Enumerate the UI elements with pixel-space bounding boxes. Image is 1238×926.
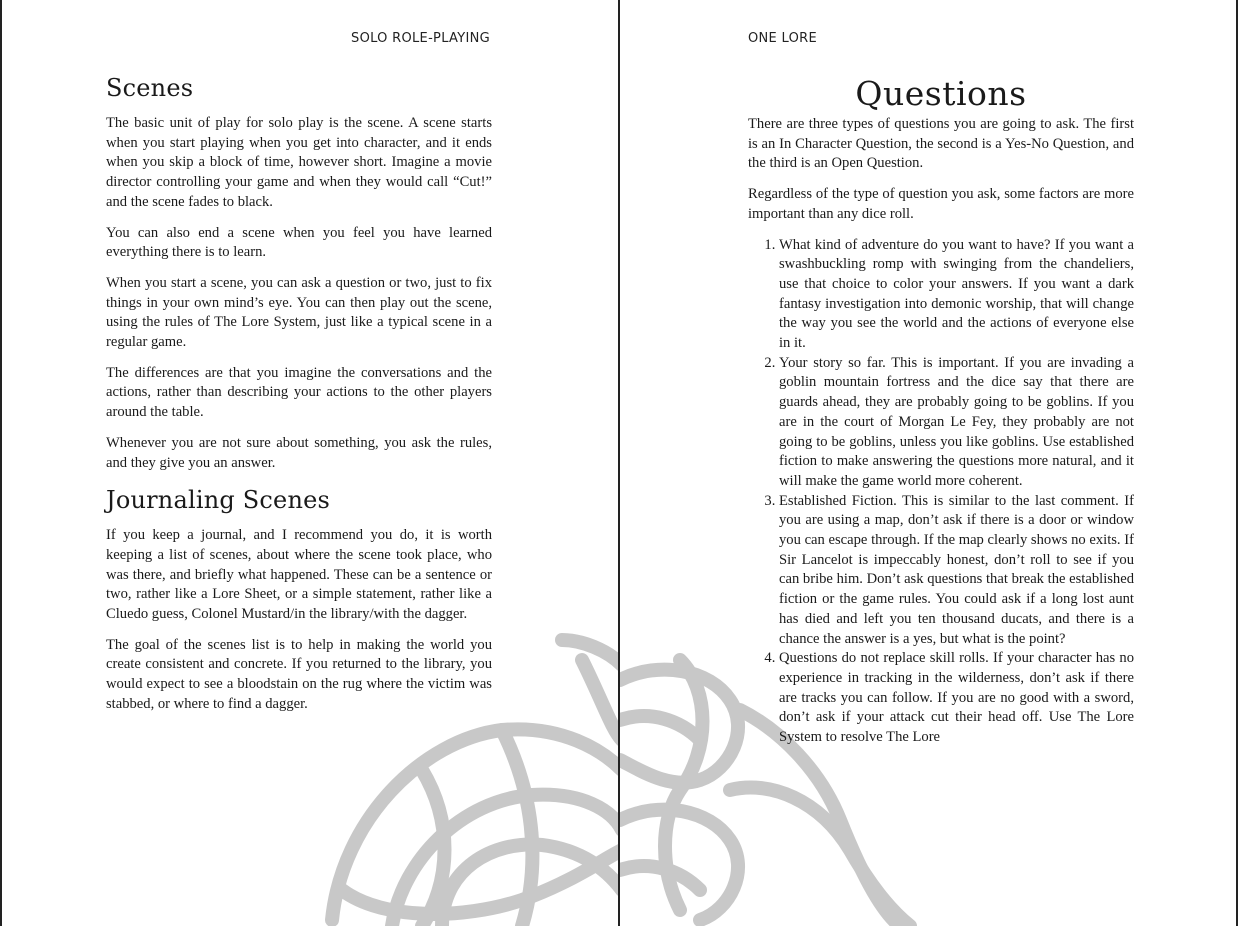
- paragraph: The differences are that you imagine the conversations and the actions, rather than describing your actions to the other players around the table.: [106, 364, 492, 421]
- left-page-content: [106, 74, 492, 726]
- paragraph: You can also end a scene when you feel you have learned everything there is to learn.: [106, 224, 492, 261]
- factors-list: [748, 236, 1134, 748]
- right-page-content: [748, 74, 1134, 748]
- paragraph: The goal of the scenes list is to help in making the world you create consistent and concrete. If you returned to the library, you would expect to see a bloodstain on the rug where the victim was stabbed, or where to find a dagger.: [106, 636, 492, 712]
- section-heading-scenes: Scenes: [106, 74, 194, 102]
- list-item: 4. Questions do not replace skill rolls. If your character has no experience in tracking in the wilderness, don’t ask if there are tracks you can follow. If you are no good with a sword, don’t ask if your attack cut their head off. Use The Lore System to resolve The Lore: [779, 649, 1134, 748]
- paragraph: When you start a scene, you can ask a question or two, just to fix things in your own mind’s eye. You can then play out the scene, using the rules of The Lore System, just like a typical scene in a regular game.: [106, 274, 492, 351]
- list-item: 1. What kind of adventure do you want to have? If you want a swashbuckling romp with swinging from the chandeliers, use that choice to color your answers. If you want a dark fantasy investigation into demonic worship, that will change the way you see the world and the actions of everyone else in it.: [779, 236, 1134, 354]
- paragraph: There are three types of questions you are going to ask. The first is an In Character Question, the second is a Yes-No Question, and the third is an Open Question.: [748, 116, 1134, 172]
- paragraph: If you keep a journal, and I recommend you do, it is worth keeping a list of scenes, about where the scene took place, who was there, and briefly what happened. These can be a sentence or two, rather like a Lore Sheet, or a simple statement, rather like a Cluedo guess, Colonel Mustard/in the library/with the dagger.: [106, 527, 492, 623]
- right-page: [618, 0, 1238, 926]
- paragraph: Whenever you are not sure about something, you ask the rules, and they give you an answer.: [106, 434, 492, 471]
- paragraph: The basic unit of play for solo play is the scene. A scene starts when you start playing when you get into character, and it ends when you skip a block of time, however short. Imagine a movie director controlling your game and when they would call “Cut!” and the scene fades to black.: [106, 115, 492, 210]
- list-item: 2. Your story so far. This is important. If you are invading a goblin mountain fortress and the dice say that there are guards ahead, they are probably going to be goblins. If you are in the court of Morgan Le Fey, they probably are not going to be goblins, unless you like goblins. Use established fiction to make answering the questions more natural, and it will make the game world more coherent.: [779, 354, 1134, 492]
- list-item: 3. Established Fiction. This is similar to the last comment. If you are using a map, don’t ask if there is a door or window you can escape through. If the map clearly shows no exits. If Sir Lancelot is impeccably honest, don’t roll to see if you can bribe him. Don’t ask questions that break the established fiction or the game rules. You could ask if a long lost aunt has died and left you ten thousand ducats, and there is a chance the answer is a yes, but what is the point?: [779, 492, 1134, 650]
- running-head-left: SOLO ROLE-PLAYING: [351, 31, 490, 46]
- paragraph: Regardless of the type of question you ask, some factors are more important than any dice roll.: [748, 186, 1134, 222]
- running-head-right: ONE LORE: [748, 31, 817, 46]
- section-heading-journaling-scenes: Journaling Scenes: [106, 486, 331, 515]
- page-title: Questions: [855, 74, 1027, 113]
- left-page: [0, 0, 618, 926]
